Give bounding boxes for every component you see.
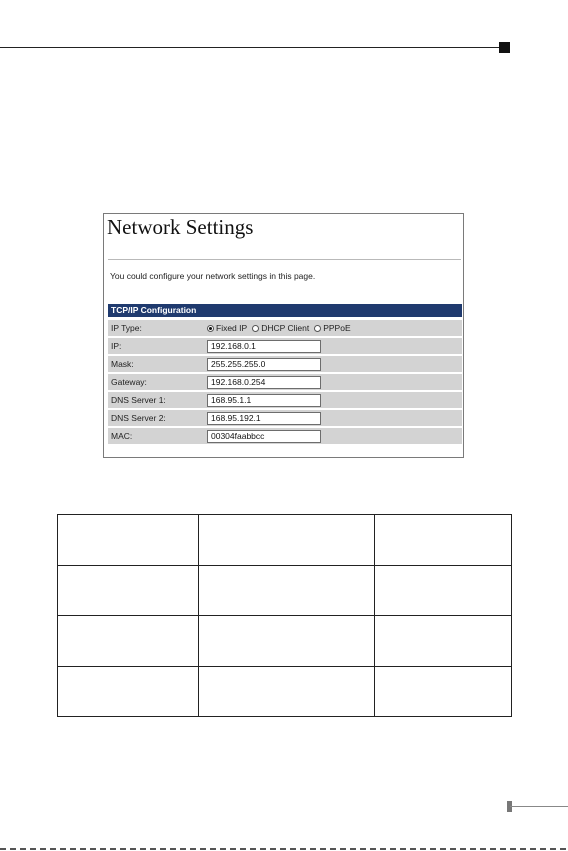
bottom-dashed-edge (0, 848, 568, 850)
mask-field[interactable]: 255.255.255.0 (207, 358, 321, 371)
table-cell (199, 565, 375, 616)
table-cell (58, 565, 199, 616)
top-square-marker (499, 42, 510, 53)
ip-type-label: IP Type: (108, 320, 203, 336)
table-cell (375, 565, 512, 616)
radio-button-icon[interactable] (207, 325, 214, 332)
intro-text: You could configure your network settings in this page. (110, 271, 316, 281)
dns-server-2-field[interactable]: 168.95.192.1 (207, 412, 321, 425)
radio-button-icon[interactable] (252, 325, 259, 332)
mask-row (108, 356, 462, 372)
radio-button-icon[interactable] (314, 325, 321, 332)
gateway-field[interactable]: 192.168.0.254 (207, 376, 321, 389)
title-divider (108, 259, 461, 260)
network-settings-panel (103, 213, 464, 458)
mac-row (108, 428, 462, 444)
ip-row (108, 338, 462, 354)
radio-dhcp-client[interactable] (252, 323, 309, 333)
gateway-label: Gateway: (108, 374, 203, 390)
tcpip-section-header: TCP/IP Configuration (108, 304, 462, 317)
radio-fixed-ip[interactable] (207, 323, 247, 333)
dns1-row (108, 392, 462, 408)
radio-dhcp-client-label: DHCP Client (261, 323, 310, 333)
radio-fixed-ip-label: Fixed IP (216, 323, 248, 333)
table-cell (58, 616, 199, 667)
table-cell (199, 666, 375, 717)
ip-label: IP: (108, 338, 203, 354)
table-cell (375, 616, 512, 667)
table-row (58, 515, 512, 566)
page-title: Network Settings (107, 215, 254, 239)
mask-label: Mask: (108, 356, 203, 372)
table-cell (58, 666, 199, 717)
table-cell (375, 515, 512, 566)
table-cell (375, 666, 512, 717)
radio-pppoe-label: PPPoE (323, 323, 351, 333)
empty-grid-table (57, 514, 512, 717)
table-row (58, 616, 512, 667)
ip-type-row (108, 320, 462, 336)
table-row (58, 666, 512, 717)
mac-label: MAC: (108, 428, 203, 444)
footer-rule (510, 806, 568, 807)
table-row (58, 565, 512, 616)
top-rule (0, 47, 505, 48)
table-cell (199, 515, 375, 566)
gateway-row (108, 374, 462, 390)
table-cell (199, 616, 375, 667)
dns-server-1-field[interactable]: 168.95.1.1 (207, 394, 321, 407)
ip-field[interactable]: 192.168.0.1 (207, 340, 321, 353)
radio-pppoe[interactable] (314, 323, 350, 333)
dns-server-2-label: DNS Server 2: (108, 410, 203, 426)
mac-field[interactable]: 00304faabbcc (207, 430, 321, 443)
dns-server-1-label: DNS Server 1: (108, 392, 203, 408)
tcpip-config-table (108, 318, 462, 446)
table-cell (58, 515, 199, 566)
ip-type-radio-group (207, 323, 462, 333)
dns2-row (108, 410, 462, 426)
